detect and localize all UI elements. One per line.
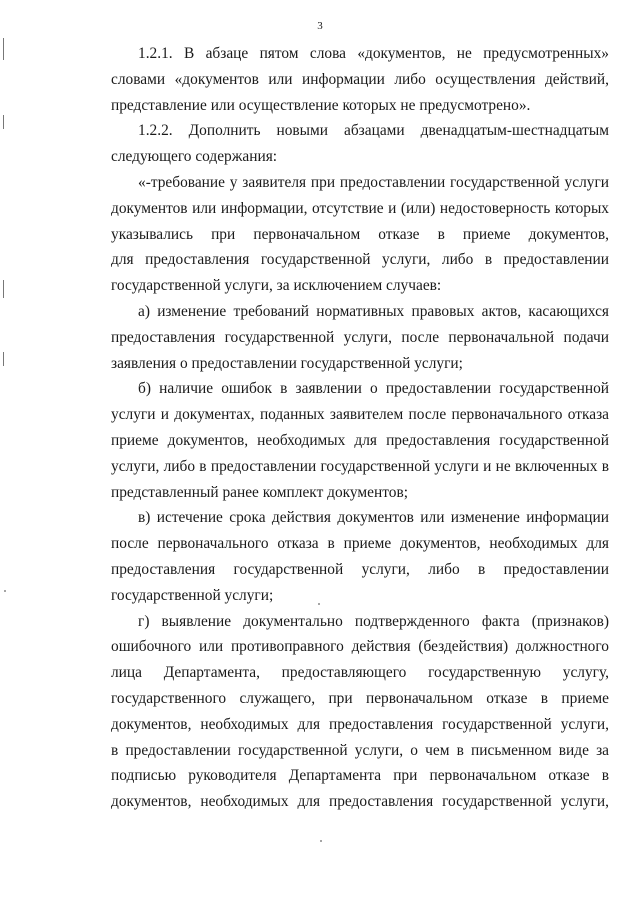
text-line: словами «документов или информации либо осуществления действий, <box>111 70 609 88</box>
text-line: подписью руководителя Департамента при первоначальном отказе в <box>111 767 609 785</box>
text-line: 1.2.1. В абзаце пятом слова «документов, не предусмотренных» <box>138 45 609 62</box>
text-line: документов, необходимых для предоставления государственной услуги, <box>111 793 609 811</box>
text-line: государственной услуги; <box>111 586 274 604</box>
text-line: «-требование у заявителя при предоставлении государственной услуги <box>138 173 609 191</box>
text-line: для предоставления государственной услуги, либо в предоставлении <box>111 251 609 269</box>
text-line: предоставления государственной услуги, после первоначальной подачи <box>111 328 609 346</box>
text-line: услуги, либо в предоставлении государственной услуги и не включенных в <box>111 457 609 475</box>
scan-mark <box>3 38 4 60</box>
text-line: следующего содержания: <box>111 148 278 166</box>
text-line: а) изменение требований нормативных правовых актов, касающихся <box>138 302 609 320</box>
document-body <box>111 41 609 815</box>
text-line: приеме документов, необходимых для предоставления государственной <box>111 431 609 449</box>
text-line: указывались при первоначальном отказе в приеме документов, <box>111 225 609 243</box>
scan-dot <box>320 840 322 842</box>
text-line: предоставления государственной услуги, либо в предоставлении <box>111 560 609 578</box>
page-number: 3 <box>317 20 323 32</box>
scan-mark <box>3 352 4 366</box>
text-line: заявления о предоставлении государственной услуги; <box>111 354 463 372</box>
text-line: государственного служащего, при первоначальном отказе в приеме <box>111 689 609 707</box>
text-line: 1.2.2. Дополнить новыми абзацами двенадцатым-шестнадцатым <box>138 122 609 140</box>
scan-mark <box>3 115 4 129</box>
text-line: г) выявление документально подтвержденного факта (признаков) <box>138 612 609 630</box>
text-line: ошибочного или противоправного действия (бездействия) должностного <box>111 638 609 656</box>
text-line: услуги и документах, поданных заявителем после первоначального отказа <box>111 406 609 424</box>
text-line: документов или информации, отсутствие и (или) недостоверность которых <box>111 199 609 217</box>
scan-dot <box>4 590 6 592</box>
scan-mark <box>3 280 4 298</box>
text-line: в предоставлении государственной услуги, о чем в письменном виде за <box>111 741 609 759</box>
text-line: представленный ранее комплект документов; <box>111 483 408 501</box>
text-line: документов, необходимых для предоставления государственной услуги, <box>111 715 609 733</box>
text-line: лица Департамента, предоставляющего государственную услугу, <box>111 664 609 682</box>
text-line: государственной услуги, за исключением случаев: <box>111 277 442 295</box>
text-line: представление или осуществление которых не предусмотрено». <box>111 96 531 114</box>
text-line: б) наличие ошибок в заявлении о предоставлении государственной <box>138 380 609 398</box>
text-line: в) истечение срока действия документов или изменение информации <box>138 509 609 527</box>
text-line: после первоначального отказа в приеме документов, необходимых для <box>111 535 609 553</box>
